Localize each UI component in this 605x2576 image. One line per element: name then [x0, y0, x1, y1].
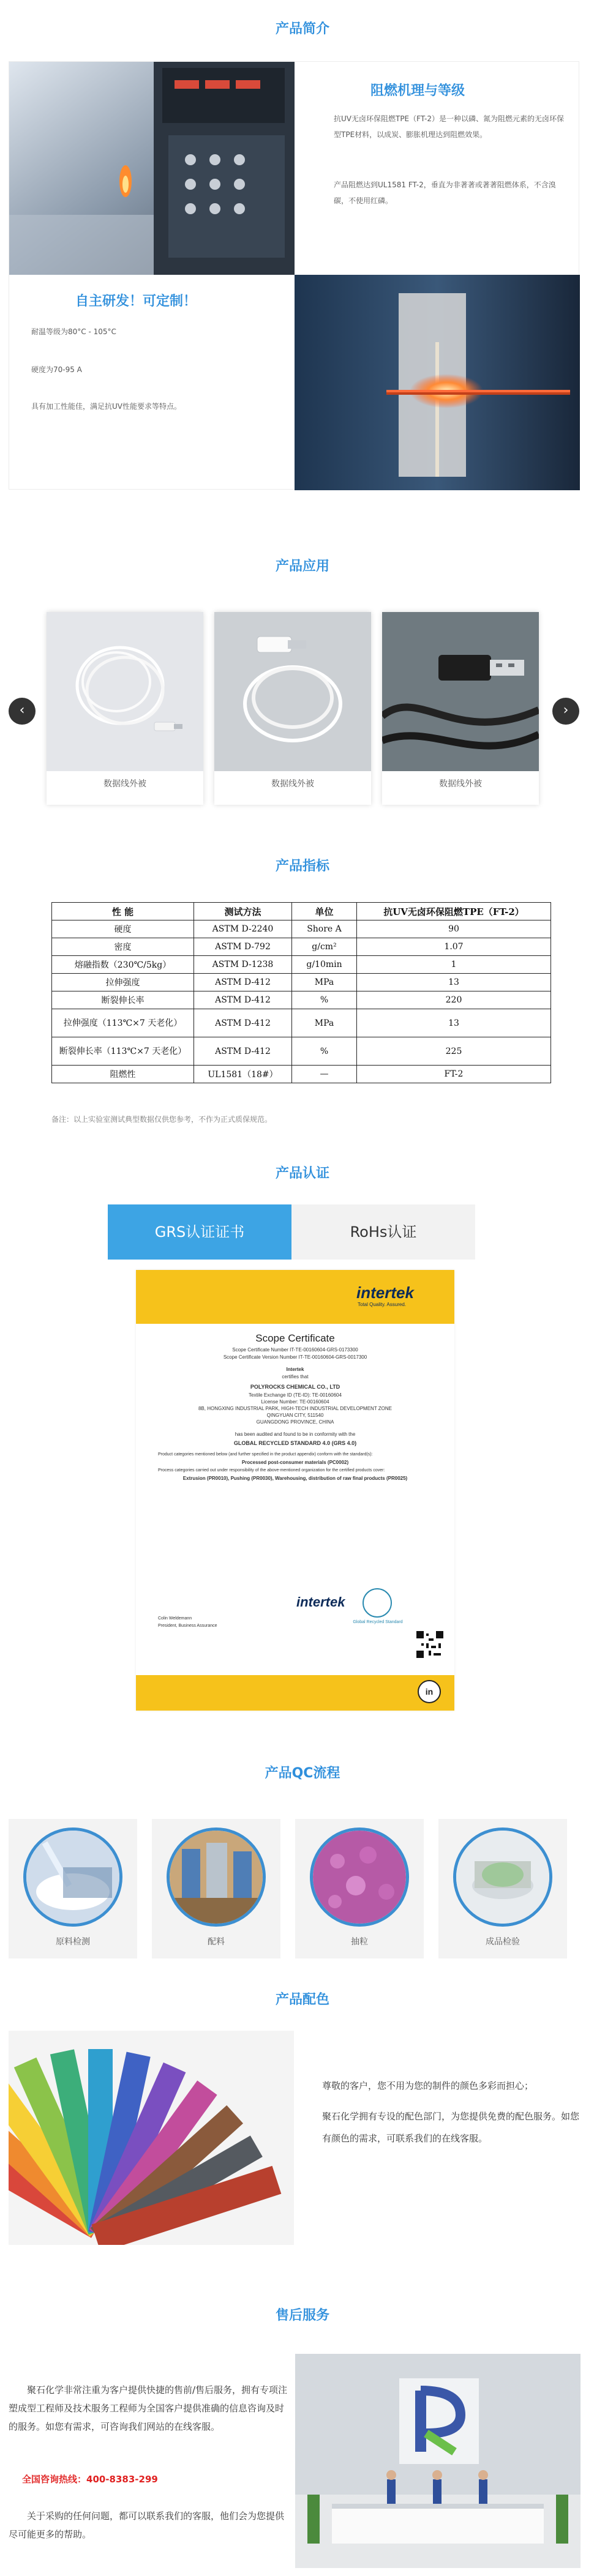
custom-text-temperature: 耐温等级为80°C - 105°C: [31, 327, 116, 336]
qc-step-caption: 抽粒: [351, 1937, 368, 1947]
certificate-line: Scope Certificate Number IT-TE-00160604-GRS-0173300: [232, 1347, 358, 1353]
spec-section-title: 产品指标: [275, 859, 329, 874]
custom-text-hardness: 硬度为70-95 A: [31, 365, 82, 374]
spec-row: [52, 974, 551, 991]
grs-seal-text: Global Recycled Standard: [353, 1620, 403, 1624]
tab-rohs-certificate[interactable]: RoHs认证: [291, 1204, 475, 1260]
chevron-right-icon: ›: [563, 703, 569, 718]
spec-cell: MPa: [292, 1009, 357, 1037]
application-card[interactable]: [47, 612, 203, 805]
service-hotline: 全国咨询热线：400-8383-299: [22, 2474, 158, 2485]
spec-cell: ASTM D-1238: [194, 956, 292, 974]
qc-step-caption: 原料检测: [56, 1937, 90, 1947]
certificate-footer-band: [136, 1675, 454, 1711]
spec-cell: FT-2: [357, 1066, 551, 1083]
spec-cell: g/cm²: [292, 938, 357, 956]
certificate-line: QINGYUAN CITY, 511540: [266, 1413, 324, 1418]
application-caption: 数据线外被: [103, 779, 146, 789]
certificate-line: has been audited and found to be in conformity with the: [235, 1432, 356, 1437]
qc-step-card: [295, 1819, 424, 1958]
certificate-line: certifies that: [282, 1374, 309, 1379]
spec-header-unit: 单位: [292, 903, 357, 920]
carousel-prev-button[interactable]: [9, 698, 36, 725]
spec-cell: 90: [357, 920, 551, 938]
cert-section-title: 产品认证: [275, 1166, 329, 1181]
custom-heading: 自主研发！可定制！: [75, 294, 197, 309]
spec-cell: ASTM D-412: [194, 974, 292, 991]
spec-cell: 220: [357, 991, 551, 1009]
spec-cell: ASTM D-412: [194, 1009, 292, 1037]
spec-cell: MPa: [292, 974, 357, 991]
spec-row: [52, 938, 551, 956]
spec-cell: —: [292, 1066, 357, 1083]
spec-cell: 硬度: [52, 920, 194, 938]
white-usb-cable-image: [214, 612, 371, 771]
black-usb-cable-image: [382, 612, 539, 771]
flame-mechanism-heading: 阻燃机理与等级: [370, 83, 465, 99]
spec-table: [51, 902, 551, 1083]
spec-cell: 拉伸强度（113℃×7 天老化）: [52, 1009, 194, 1037]
pelletizing-image: [310, 1827, 409, 1927]
certificate-line: Intertek: [286, 1367, 304, 1372]
spec-cell: 1: [357, 956, 551, 974]
application-caption: 数据线外被: [271, 779, 314, 789]
raw-material-test-image: [23, 1827, 122, 1927]
grs-seal-icon: [363, 1588, 392, 1618]
spec-cell: 断裂伸长率（113℃×7 天老化）: [52, 1037, 194, 1066]
tab-grs-certificate[interactable]: GRS认证证书: [108, 1204, 291, 1260]
mixing-equipment-image: [167, 1827, 266, 1927]
white-cable-coil-image: [47, 612, 203, 771]
spec-cell: 拉伸强度: [52, 974, 194, 991]
color-swatch-fan-image: [9, 2031, 294, 2245]
spec-cell: 225: [357, 1037, 551, 1066]
certificate-line: Textile Exchange ID (TE-ID): TE-00160604: [249, 1392, 342, 1398]
spec-cell: 阻燃性: [52, 1066, 194, 1083]
spec-row: [52, 920, 551, 938]
qc-section-title: 产品QC流程: [265, 1766, 340, 1781]
spec-cell: 断裂伸长率: [52, 991, 194, 1009]
color-section-title: 产品配色: [275, 1992, 329, 2007]
application-section-title: 产品应用: [275, 559, 329, 574]
qr-code-icon: [416, 1631, 443, 1658]
spec-cell: ASTM D-412: [194, 991, 292, 1009]
spec-cell: 13: [357, 1009, 551, 1037]
intertek-tagline: Total Quality. Assured.: [358, 1302, 406, 1307]
certificate-line: GUANGDONG PROVINCE, CHINA: [256, 1419, 334, 1425]
application-card[interactable]: [382, 612, 539, 805]
qc-step-card: [9, 1819, 137, 1958]
spec-header-product: 抗UV无卤环保阻燃TPE（FT-2）: [357, 903, 551, 920]
certificate-line: 8B, HONGXING INDUSTRIAL PARK, HIGH-TECH INDUSTRIAL DEVELOPMENT ZONE: [198, 1406, 393, 1411]
spec-note: 备注：以上实验室测试典型数据仅供您参考，不作为正式质保规范。: [51, 1115, 272, 1124]
service-text-2: 关于采购的任何问题，都可以联系我们的客服，他们会为您提供尽可能更多的帮助。: [9, 2511, 285, 2540]
spec-cell: Shore A: [292, 920, 357, 938]
flame-mechanism-text-1: 抗UV无卤环保阻燃TPE（FT-2）是一种以磷、氮为阻燃元素的无卤环保型TPE材料，以成炭、膨胀机理达到阻燃效果。: [334, 114, 565, 139]
intertek-badge-icon: in: [418, 1680, 441, 1703]
qc-step-card: [438, 1819, 567, 1958]
qc-step-card: [152, 1819, 280, 1958]
spec-header-method: 测试方法: [194, 903, 292, 920]
color-text-2: 聚石化学拥有专设的配色部门，为您提供免费的配色服务。如您有颜色的需求，可联系我们的在线客服。: [322, 2111, 580, 2144]
certificate-signer: Colin Weldemann: [158, 1616, 192, 1621]
company-reception-image: [295, 2354, 581, 2568]
spec-row: [52, 991, 551, 1009]
finished-product-inspection-image: [453, 1827, 552, 1927]
custom-text-processing: 具有加工性能佳，满足抗UV性能要求等特点。: [31, 402, 181, 411]
certificate-line: Process categories carried out under responsibility of the above-mentioned organization for the certified products cover:: [158, 1468, 385, 1473]
spec-cell: %: [292, 1037, 357, 1066]
spec-cell: 熔融指数（230℃/5kg）: [52, 956, 194, 974]
qc-step-caption: 配料: [208, 1937, 225, 1947]
intro-panel: [9, 61, 579, 490]
spec-cell: ASTM D-412: [194, 1037, 292, 1066]
certificate-title: Scope Certificate: [255, 1332, 335, 1344]
spec-row: [52, 1009, 551, 1037]
certificate-line: Scope Certificate Version Number IT-TE-00160604-GRS-0017300: [223, 1354, 367, 1360]
spec-row: [52, 956, 551, 974]
certificate-signer-title: President, Business Assurance: [158, 1624, 217, 1628]
certificate-line: Product categories mentioned below (and further specified in the product appendix) conform with the standard(s):: [158, 1452, 373, 1457]
spec-cell: %: [292, 991, 357, 1009]
intertek-logo: intertek: [356, 1283, 414, 1302]
intertek-logo-footer: intertek: [296, 1594, 345, 1610]
spec-cell: ASTM D-2240: [194, 920, 292, 938]
qc-step-caption: 成品检验: [486, 1937, 520, 1947]
flame-burn-test-photo: [295, 275, 580, 490]
application-card[interactable]: [214, 612, 371, 805]
chevron-left-icon: ‹: [19, 703, 25, 718]
spec-cell: g/10min: [292, 956, 357, 974]
service-text-1: 聚石化学非常注重为客户提供快捷的售前/售后服务，拥有专项注塑成型工程师及技术服务工程师为全国客户提供准确的信息咨询及时的服务。如您有需求，可咨询我们网站的在线客服。: [9, 2384, 288, 2432]
carousel-next-button[interactable]: [552, 698, 579, 725]
certificate-company: POLYROCKS CHEMICAL CO., LTD: [250, 1384, 340, 1390]
spec-row: [52, 1066, 551, 1083]
spec-cell: ASTM D-792: [194, 938, 292, 956]
certificate-line: License Number: TE-00160604: [261, 1399, 329, 1405]
spec-header-property: 性 能: [52, 903, 194, 920]
spec-cell: UL1581（18#）: [194, 1066, 292, 1083]
service-section-title: 售后服务: [275, 2308, 329, 2323]
application-caption: 数据线外被: [439, 779, 482, 789]
spec-cell: 1.07: [357, 938, 551, 956]
color-text-1: 尊敬的客户，您不用为您的制件的颜色多彩而担心；: [322, 2080, 534, 2091]
spec-cell: 13: [357, 974, 551, 991]
spec-row: [52, 1037, 551, 1066]
flame-test-equipment-photo: [9, 62, 295, 275]
certificate-standard: GLOBAL RECYCLED STANDARD 4.0 (GRS 4.0): [233, 1440, 357, 1446]
grs-certificate-document: [136, 1270, 454, 1711]
certificate-line: Extrusion (PR0010), Pushing (PR0030), Warehousing, distribution of raw final products (PR0025): [182, 1476, 408, 1481]
certificate-line: Processed post-consumer materials (PC0002): [241, 1460, 349, 1465]
spec-cell: 密度: [52, 938, 194, 956]
intro-section-title: 产品简介: [275, 21, 329, 37]
flame-mechanism-text-2: 产品阻燃达到UL1581 FT-2，垂直为非著著或著著阻燃体系，不含溴碳，不使用红磷。: [334, 181, 556, 205]
spec-header-row: [52, 903, 551, 920]
